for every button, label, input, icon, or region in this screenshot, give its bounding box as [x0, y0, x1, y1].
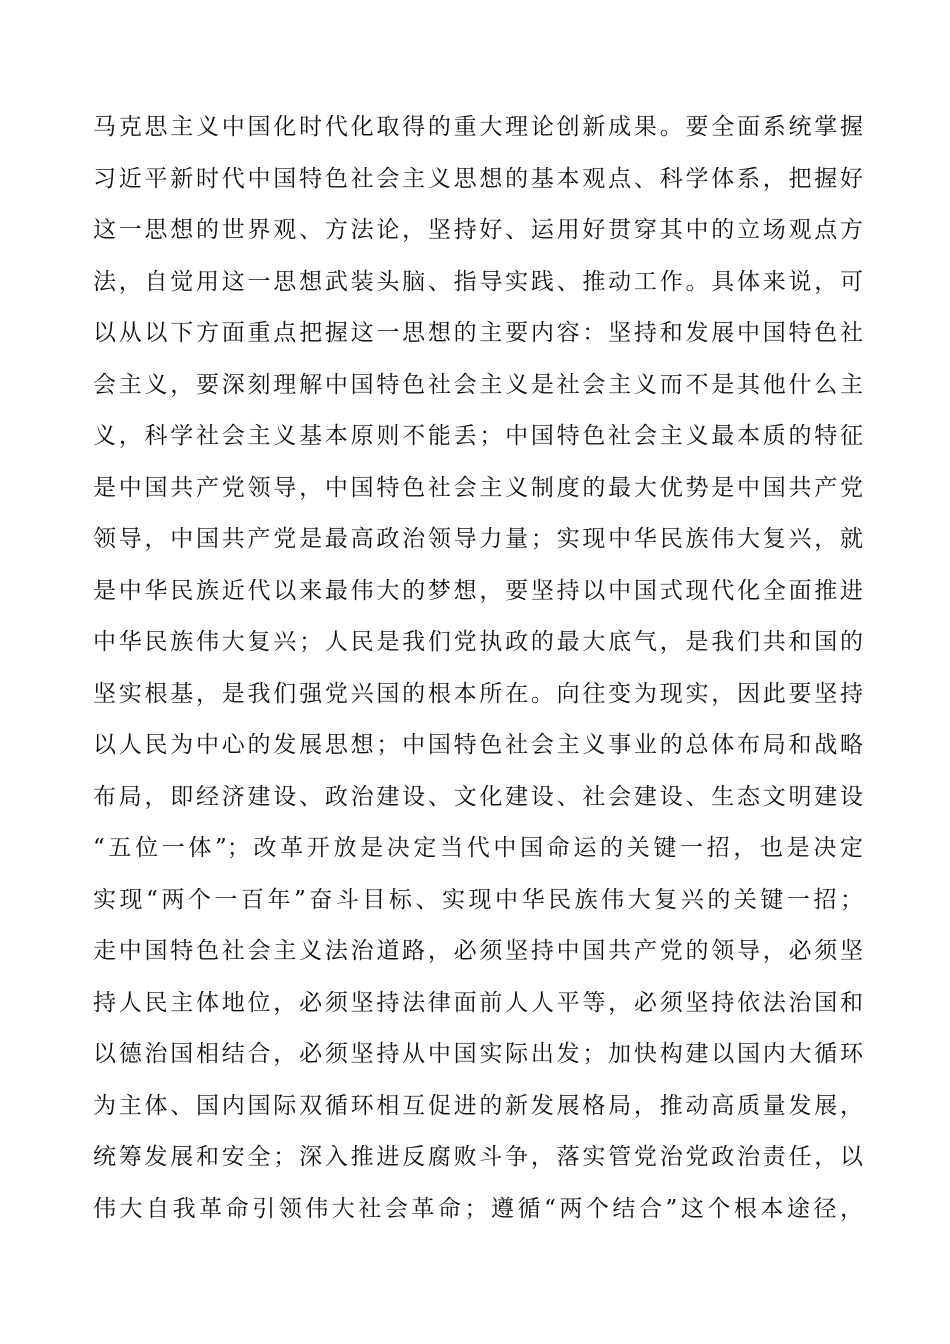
- text-line: 统筹发展和安全；深入推进反腐败斗争，落实管党治党政治责任，以: [93, 1144, 863, 1170]
- text-line: 以德治国相结合，必须坚持从中国实际出发；加快构建以国内大循环: [93, 1041, 863, 1067]
- text-line: 是中国共产党领导，中国特色社会主义制度的最大优势是中国共产党: [93, 474, 863, 501]
- text-line: 是中华民族近代以来最伟大的梦想，要坚持以中国式现代化全面推进: [93, 577, 863, 604]
- text-line: 伟大自我革命引领伟大社会革命；遵循“两个结合”这个根本途径，: [93, 1195, 863, 1222]
- text-line: 布局，即经济建设、政治建设、文化建设、社会建设、生态文明建设: [93, 783, 863, 810]
- text-line: 以从以下方面重点把握这一思想的主要内容：坚持和发展中国特色社: [93, 320, 863, 346]
- text-line: 坚实根基，是我们强党兴国的根本所在。向往变为现实，因此要坚持: [93, 680, 863, 707]
- text-line: 领导，中国共产党是最高政治领导力量；实现中华民族伟大复兴，就: [93, 526, 863, 552]
- text-line: 为主体、国内国际双循环相互促进的新发展格局，推动高质量发展，: [93, 1092, 863, 1119]
- text-line: 这一思想的世界观、方法论，坚持好、运用好贯穿其中的立场观点方: [93, 217, 863, 243]
- body-paragraph: [93, 102, 863, 1235]
- text-line: 实现“两个一百年”奋斗目标、实现中华民族伟大复兴的关键一招；: [93, 886, 863, 913]
- text-line: 走中国特色社会主义法治道路，必须坚持中国共产党的领导，必须坚: [93, 938, 863, 964]
- text-line: 习近平新时代中国特色社会主义思想的基本观点、科学体系，把握好: [93, 165, 863, 192]
- text-line: 义，科学社会主义基本原则不能丢；中国特色社会主义最本质的特征: [93, 423, 863, 449]
- text-line: 持人民主体地位，必须坚持法律面前人人平等，必须坚持依法治国和: [93, 989, 863, 1016]
- text-line: “五位一体”；改革开放是决定当代中国命运的关键一招，也是决定: [93, 835, 863, 861]
- text-line: 马克思主义中国化时代化取得的重大理论创新成果。要全面系统掌握: [93, 114, 863, 140]
- text-line: 法，自觉用这一思想武装头脑、指导实践、推动工作。具体来说，可: [93, 268, 863, 295]
- text-line: 中华民族伟大复兴；人民是我们党执政的最大底气，是我们共和国的: [93, 629, 863, 655]
- text-line: 以人民为中心的发展思想；中国特色社会主义事业的总体布局和战略: [93, 732, 863, 758]
- text-line: 会主义，要深刻理解中国特色社会主义是社会主义而不是其他什么主: [93, 371, 863, 398]
